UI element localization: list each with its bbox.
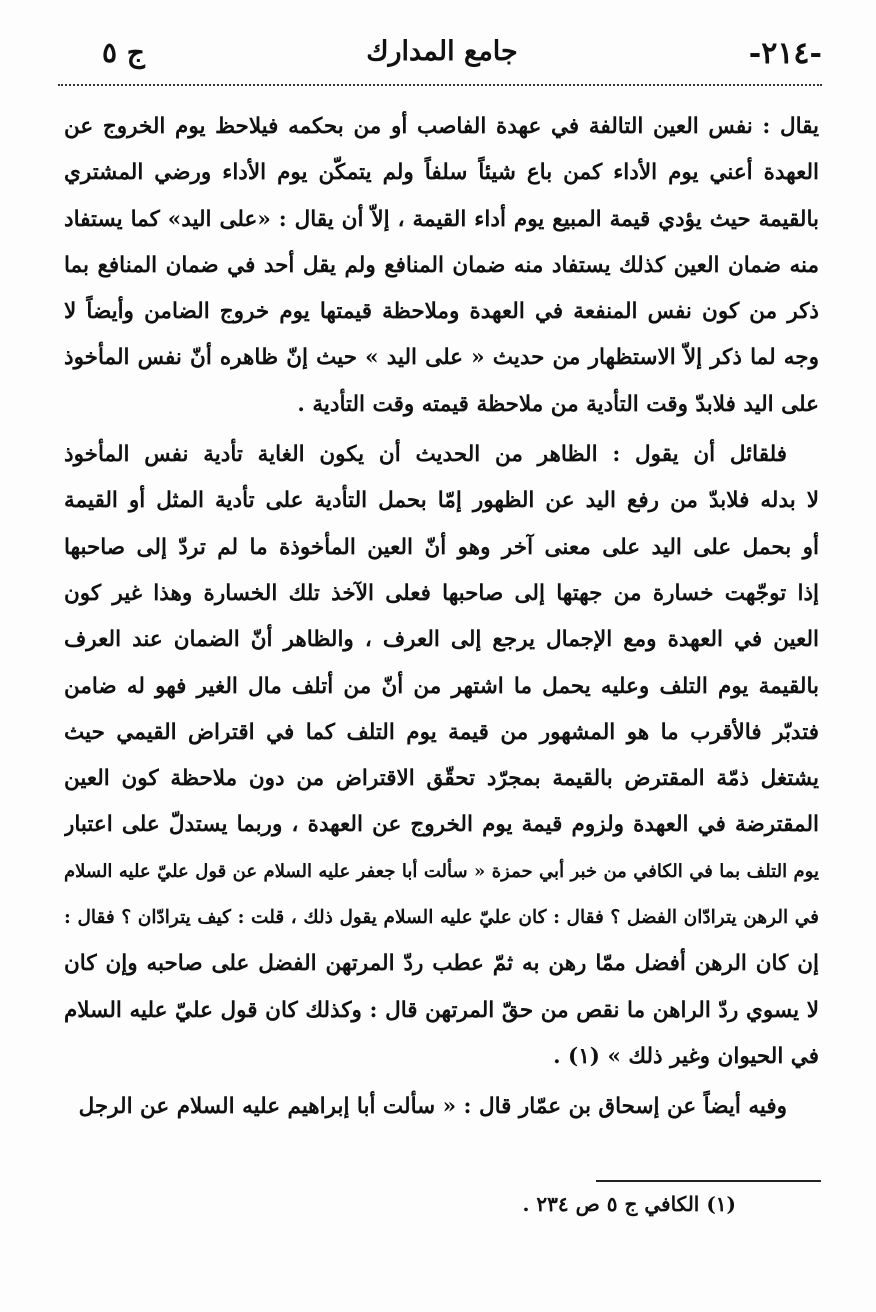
text-line: إذا توجّهت خسارة من جهتها إلى صاحبها فعلى الآخذ تلك الخسارة وهذا غير كون	[64, 580, 819, 606]
text-line: المقترضة في العهدة ولزوم قيمة يوم الخروج عن العهدة ، وربما يستدلّ على اعتبار	[64, 812, 819, 838]
text-line: العين في العهدة ومع الإجمال يرجع إلى العرف ، والظاهر أنّ الضمان عند العرف	[64, 627, 819, 653]
footnote-divider	[596, 1180, 821, 1182]
book-title: جامع المدارك	[366, 36, 518, 67]
text-line: أو بحمل على اليد على معنى آخر وهو أنّ العين المأخوذة ما لم تردّ إلى صاحبها	[64, 534, 819, 560]
text-line: في الحيوان وغير ذلك » (١) .	[553, 1043, 819, 1069]
page-number: -٢١٤-	[748, 36, 822, 71]
text-line: في الرهن يترادّان الفضل ؟ فقال : كان عليّ عليه السلام يقول ذلك ، قلت : كيف يترادّان ؟ فقال :	[64, 907, 819, 929]
footnote: (١) الكافي ج ٥ ص ٢٣٤ .	[522, 1192, 736, 1216]
paragraph-start-line: فلقائل أن يقول : الظاهر من الحديث أن يكون الغاية تأدية نفس المأخوذ	[64, 442, 787, 468]
text-line: لا يسوي ردّ الراهن ما نقص من حقّ المرتهن قال : وكذلك كان قول عليّ عليه السلام	[64, 997, 819, 1023]
text-line: لا بدله فلابدّ من رفع اليد عن الظهور إمّا بحمل التأدية على تأدية المثل أو القيمة	[64, 488, 819, 514]
text-line: يقال : نفس العين التالفة في عهدة الفاصب أو من بحكمه فيلاحظ يوم الخروج عن	[64, 114, 819, 139]
text-line: منه ضمان العين كذلك يستفاد منه ضمان المنافع ولم يقل أحد في ضمان المنافع بما	[64, 252, 819, 278]
text-line: ذكر من كون نفس المنفعة في العهدة وملاحظة قيمتها يوم خروج الضامن وأيضاً لا	[64, 299, 819, 325]
text-line: وجه لما ذكر إلاّ الاستظهار من حديث « على اليد » حيث إنّ ظاهره أنّ نفس المأخوذ	[64, 345, 819, 371]
paragraph-start-line: وفيه أيضاً عن إسحاق بن عمّار قال : « سألت أبا إبراهيم عليه السلام عن الرجل	[78, 1094, 787, 1120]
text-line: فتدبّر فالأقرب ما هو المشهور من قيمة يوم التلف كما في اقتراض القيمي حيث	[64, 719, 819, 745]
page-header	[62, 30, 822, 80]
volume-label: ج ٥	[102, 36, 145, 69]
text-line: العهدة أعني يوم الأداء كمن باع شيئاً سلفاً ولم يتمكّن يوم الأداء ورضي المشتري	[64, 160, 819, 186]
text-line: إن كان الرهن أفضل ممّا رهن به ثمّ عطب ردّ المرتهن الفضل على صاحبه وإن كان	[64, 951, 819, 977]
header-divider	[58, 84, 822, 86]
text-line: بالقيمة يوم التلف وعليه يحمل ما اشتهر من أنّ من أتلف مال الغير فهو له ضامن	[64, 673, 819, 699]
text-line: يشتغل ذمّة المقترض بالقيمة بمجرّد تحقّق الاقتراض من دون ملاحظة كون العين	[64, 766, 819, 792]
body-text	[64, 104, 819, 1131]
text-line: بالقيمة حيث يؤدي قيمة المبيع يوم أداء القيمة ، إلاّ أن يقال : «على اليد» كما يستفاد	[64, 206, 819, 232]
text-line: يوم التلف بما في الكافي من خبر أبي حمزة « سألت أبا جعفر عليه السلام عن قول عليّ عليه السلام	[64, 860, 819, 882]
text-line: على اليد فلابدّ وقت التأدية من ملاحظة قيمته وقت التأدية .	[297, 391, 819, 417]
